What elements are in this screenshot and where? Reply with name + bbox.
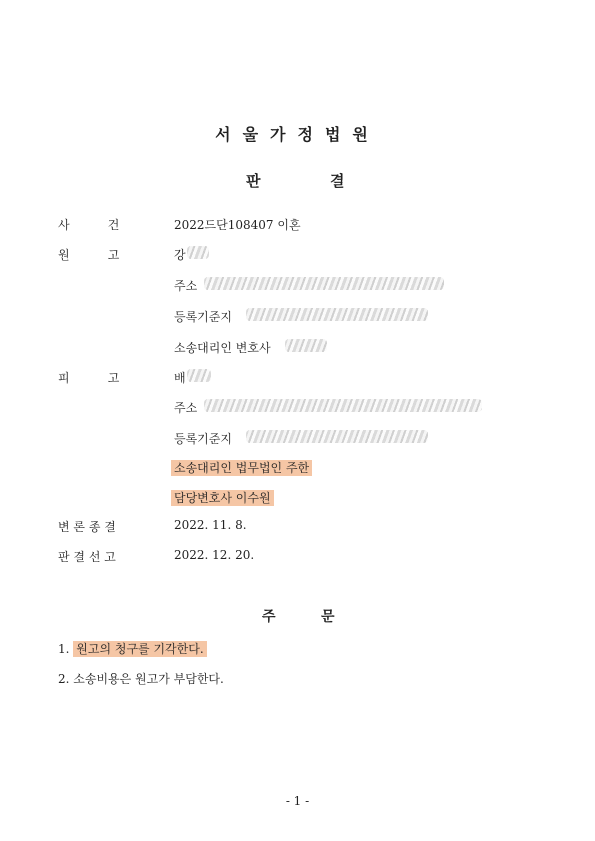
defendant-agent	[171, 459, 312, 476]
order-item-1-number: 1.	[58, 642, 70, 656]
plaintiff-agent: 소송대리인 변호사	[174, 341, 271, 355]
redacted-plaintiff-agent	[285, 339, 327, 352]
defendant-label: 피 고	[58, 371, 120, 385]
plaintiff-label: 원 고	[58, 248, 120, 262]
hearing-end-label: 변 론 종 결	[58, 520, 116, 534]
case-number: 2022드단108407 이혼	[174, 218, 301, 232]
order-item-1	[58, 640, 207, 657]
doc-title-right: 결	[330, 172, 345, 190]
redacted-defendant-registration	[246, 430, 428, 443]
section-title-right: 문	[321, 609, 335, 625]
redacted-plaintiff-registration	[246, 308, 428, 321]
redacted-defendant-address	[204, 399, 482, 412]
judgment-date: 2022. 12. 20.	[174, 548, 255, 562]
defendant-attorney-text: 담당변호사 이수원	[171, 490, 274, 506]
defendant-address-label: 주소	[174, 401, 198, 415]
order-item-2-text: 소송비용은 원고가 부담한다.	[73, 672, 224, 686]
order-item-2	[58, 670, 224, 687]
plaintiff-address-label: 주소	[174, 279, 198, 293]
defendant-attorney	[171, 489, 274, 506]
plaintiff-name: 강	[174, 248, 186, 262]
doc-title-left: 판	[246, 172, 261, 190]
redacted-defendant-name	[187, 369, 211, 382]
defendant-agent-text: 소송대리인 법무법인 주한	[171, 460, 312, 476]
hearing-end-date: 2022. 11. 8.	[174, 518, 247, 532]
judgment-date-label: 판 결 선 고	[58, 550, 116, 564]
case-label: 사 건	[58, 218, 120, 232]
page-number: - 1 -	[285, 794, 310, 808]
defendant-name: 배	[174, 371, 186, 385]
redacted-plaintiff-name	[187, 246, 209, 259]
redacted-plaintiff-address	[204, 277, 444, 290]
defendant-registration-label: 등록기준지	[174, 432, 232, 446]
court-name: 서울가정법원	[215, 125, 380, 144]
order-item-2-number: 2.	[58, 672, 70, 686]
order-item-1-text: 원고의 청구를 기각한다.	[73, 641, 206, 657]
plaintiff-registration-label: 등록기준지	[174, 310, 232, 324]
section-title-left: 주	[262, 609, 276, 625]
